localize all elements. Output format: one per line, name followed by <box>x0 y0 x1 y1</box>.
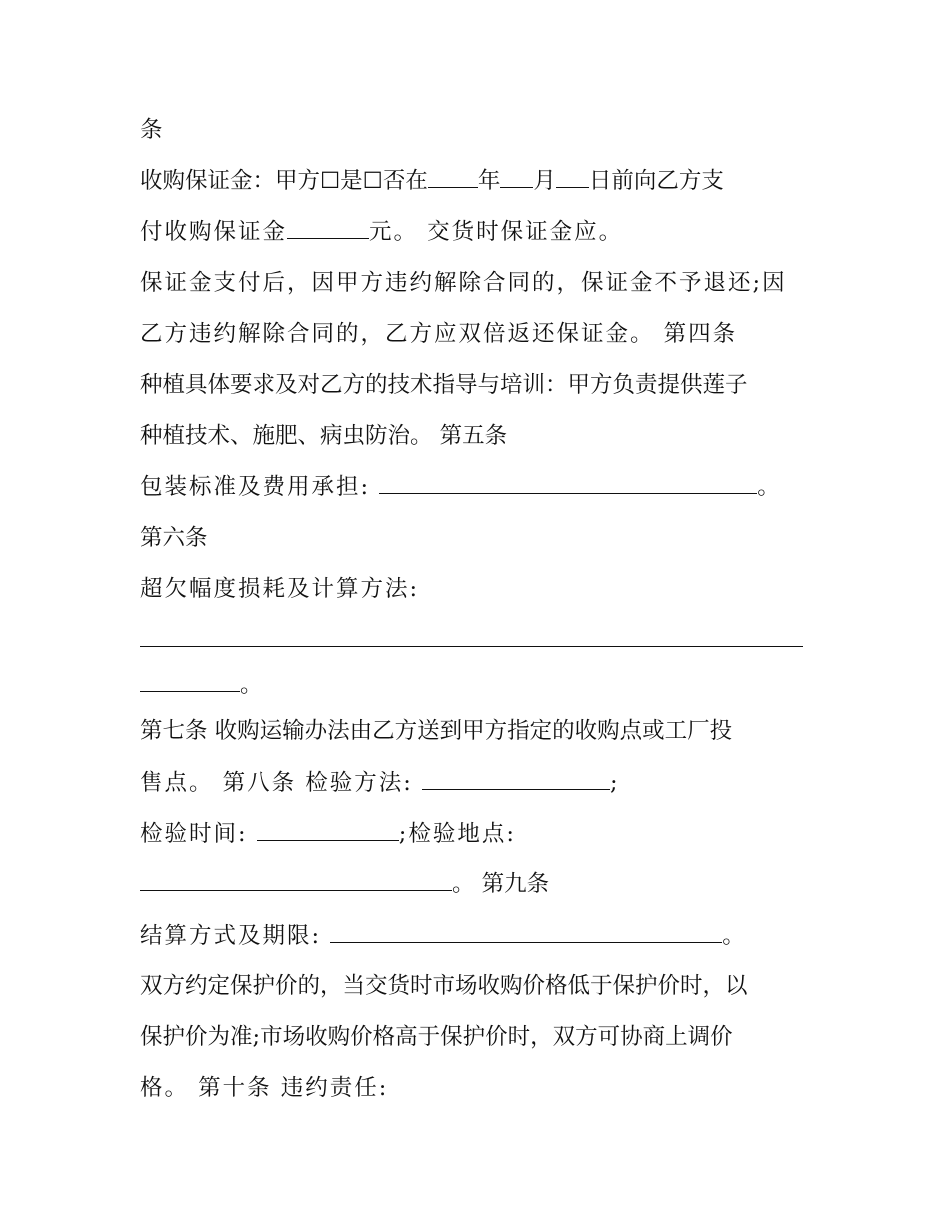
line-art6-3 <box>140 670 263 700</box>
line-art8-2 <box>140 869 549 899</box>
text-segment: 元。 交货时保证金应。 <box>369 219 624 245</box>
blank-settlement[interactable] <box>330 922 722 943</box>
line-art6-title <box>140 523 208 553</box>
line-art5 <box>140 472 782 502</box>
text-segment: ; <box>610 770 620 796</box>
line-art10 <box>140 1073 388 1103</box>
blank-month[interactable] <box>500 167 533 188</box>
text-segment: 。 <box>240 672 263 698</box>
blank-loss-method[interactable] <box>140 626 803 647</box>
text-segment: 保证金支付后，因甲方违约解除合同的，保证金不予退还;因 <box>140 270 787 296</box>
blank-deposit-amount[interactable] <box>287 218 369 239</box>
text-segment: 检验时间: <box>140 821 257 847</box>
text-segment: 双方约定保护价的，当交货时市场收购价格低于保护价时，以 <box>140 973 748 999</box>
line-art9 <box>140 921 747 951</box>
blank-inspection-method[interactable] <box>422 769 610 790</box>
text-segment: 保护价为准;市场收购价格高于保护价时，双方可协商上调价 <box>140 1024 733 1050</box>
line-deposit-4 <box>140 319 737 349</box>
text-segment: 。 <box>757 474 782 500</box>
line-tiao <box>140 115 163 145</box>
blank-day[interactable] <box>556 167 589 188</box>
text-segment: 超欠幅度损耗及计算方法: <box>140 576 420 602</box>
line-art4-1 <box>140 370 748 400</box>
text-segment: 付收购保证金 <box>140 219 288 245</box>
blank-year[interactable] <box>428 167 478 188</box>
text-segment: 乙方违约解除合同的，乙方应双倍返还保证金。 第四条 <box>140 321 738 347</box>
line-price-1 <box>140 971 748 1001</box>
line-art6-1 <box>140 574 419 604</box>
line-art4-2 <box>140 421 507 451</box>
line-price-2 <box>140 1022 733 1052</box>
text-segment: 日前向乙方支 <box>588 168 724 194</box>
line-art7-2 <box>140 768 620 798</box>
text-segment: 。 <box>722 923 747 949</box>
text-segment: 。 第九条 <box>452 871 550 897</box>
line-deposit-1 <box>140 166 724 196</box>
blank-inspection-place[interactable] <box>140 870 452 891</box>
line-art8-1 <box>140 819 516 849</box>
text-segment: 第七条 收购运输办法由乙方送到甲方指定的收购点或工厂投 <box>140 718 733 744</box>
line-deposit-3 <box>140 268 787 298</box>
blank-packaging[interactable] <box>379 473 757 494</box>
text-segment: 条 <box>140 117 163 143</box>
text-segment: 种植技术、施肥、病虫防治。 第五条 <box>140 423 508 449</box>
text-segment: 格。 第十条 违约责任: <box>140 1075 389 1101</box>
text-segment: 月 <box>533 168 556 194</box>
text-segment: 收购保证金：甲方☐是☐否在 <box>140 168 428 194</box>
line-art7-1 <box>140 716 732 746</box>
text-segment: 售点。 第八条 检验方法: <box>140 770 423 796</box>
text-segment: 包装标准及费用承担: <box>140 474 380 500</box>
text-segment: 种植具体要求及对乙方的技术指导与培训：甲方负责提供莲子 <box>140 372 748 398</box>
text-segment: 第六条 <box>140 525 208 551</box>
text-segment: 结算方式及期限: <box>140 923 331 949</box>
line-deposit-2 <box>140 217 623 247</box>
line-art6-2 <box>140 625 803 655</box>
text-segment: 年 <box>477 168 501 194</box>
blank-inspection-time[interactable] <box>257 820 399 841</box>
text-segment: ;检验地点: <box>398 821 516 847</box>
blank-loss-method-cont[interactable] <box>140 671 240 692</box>
